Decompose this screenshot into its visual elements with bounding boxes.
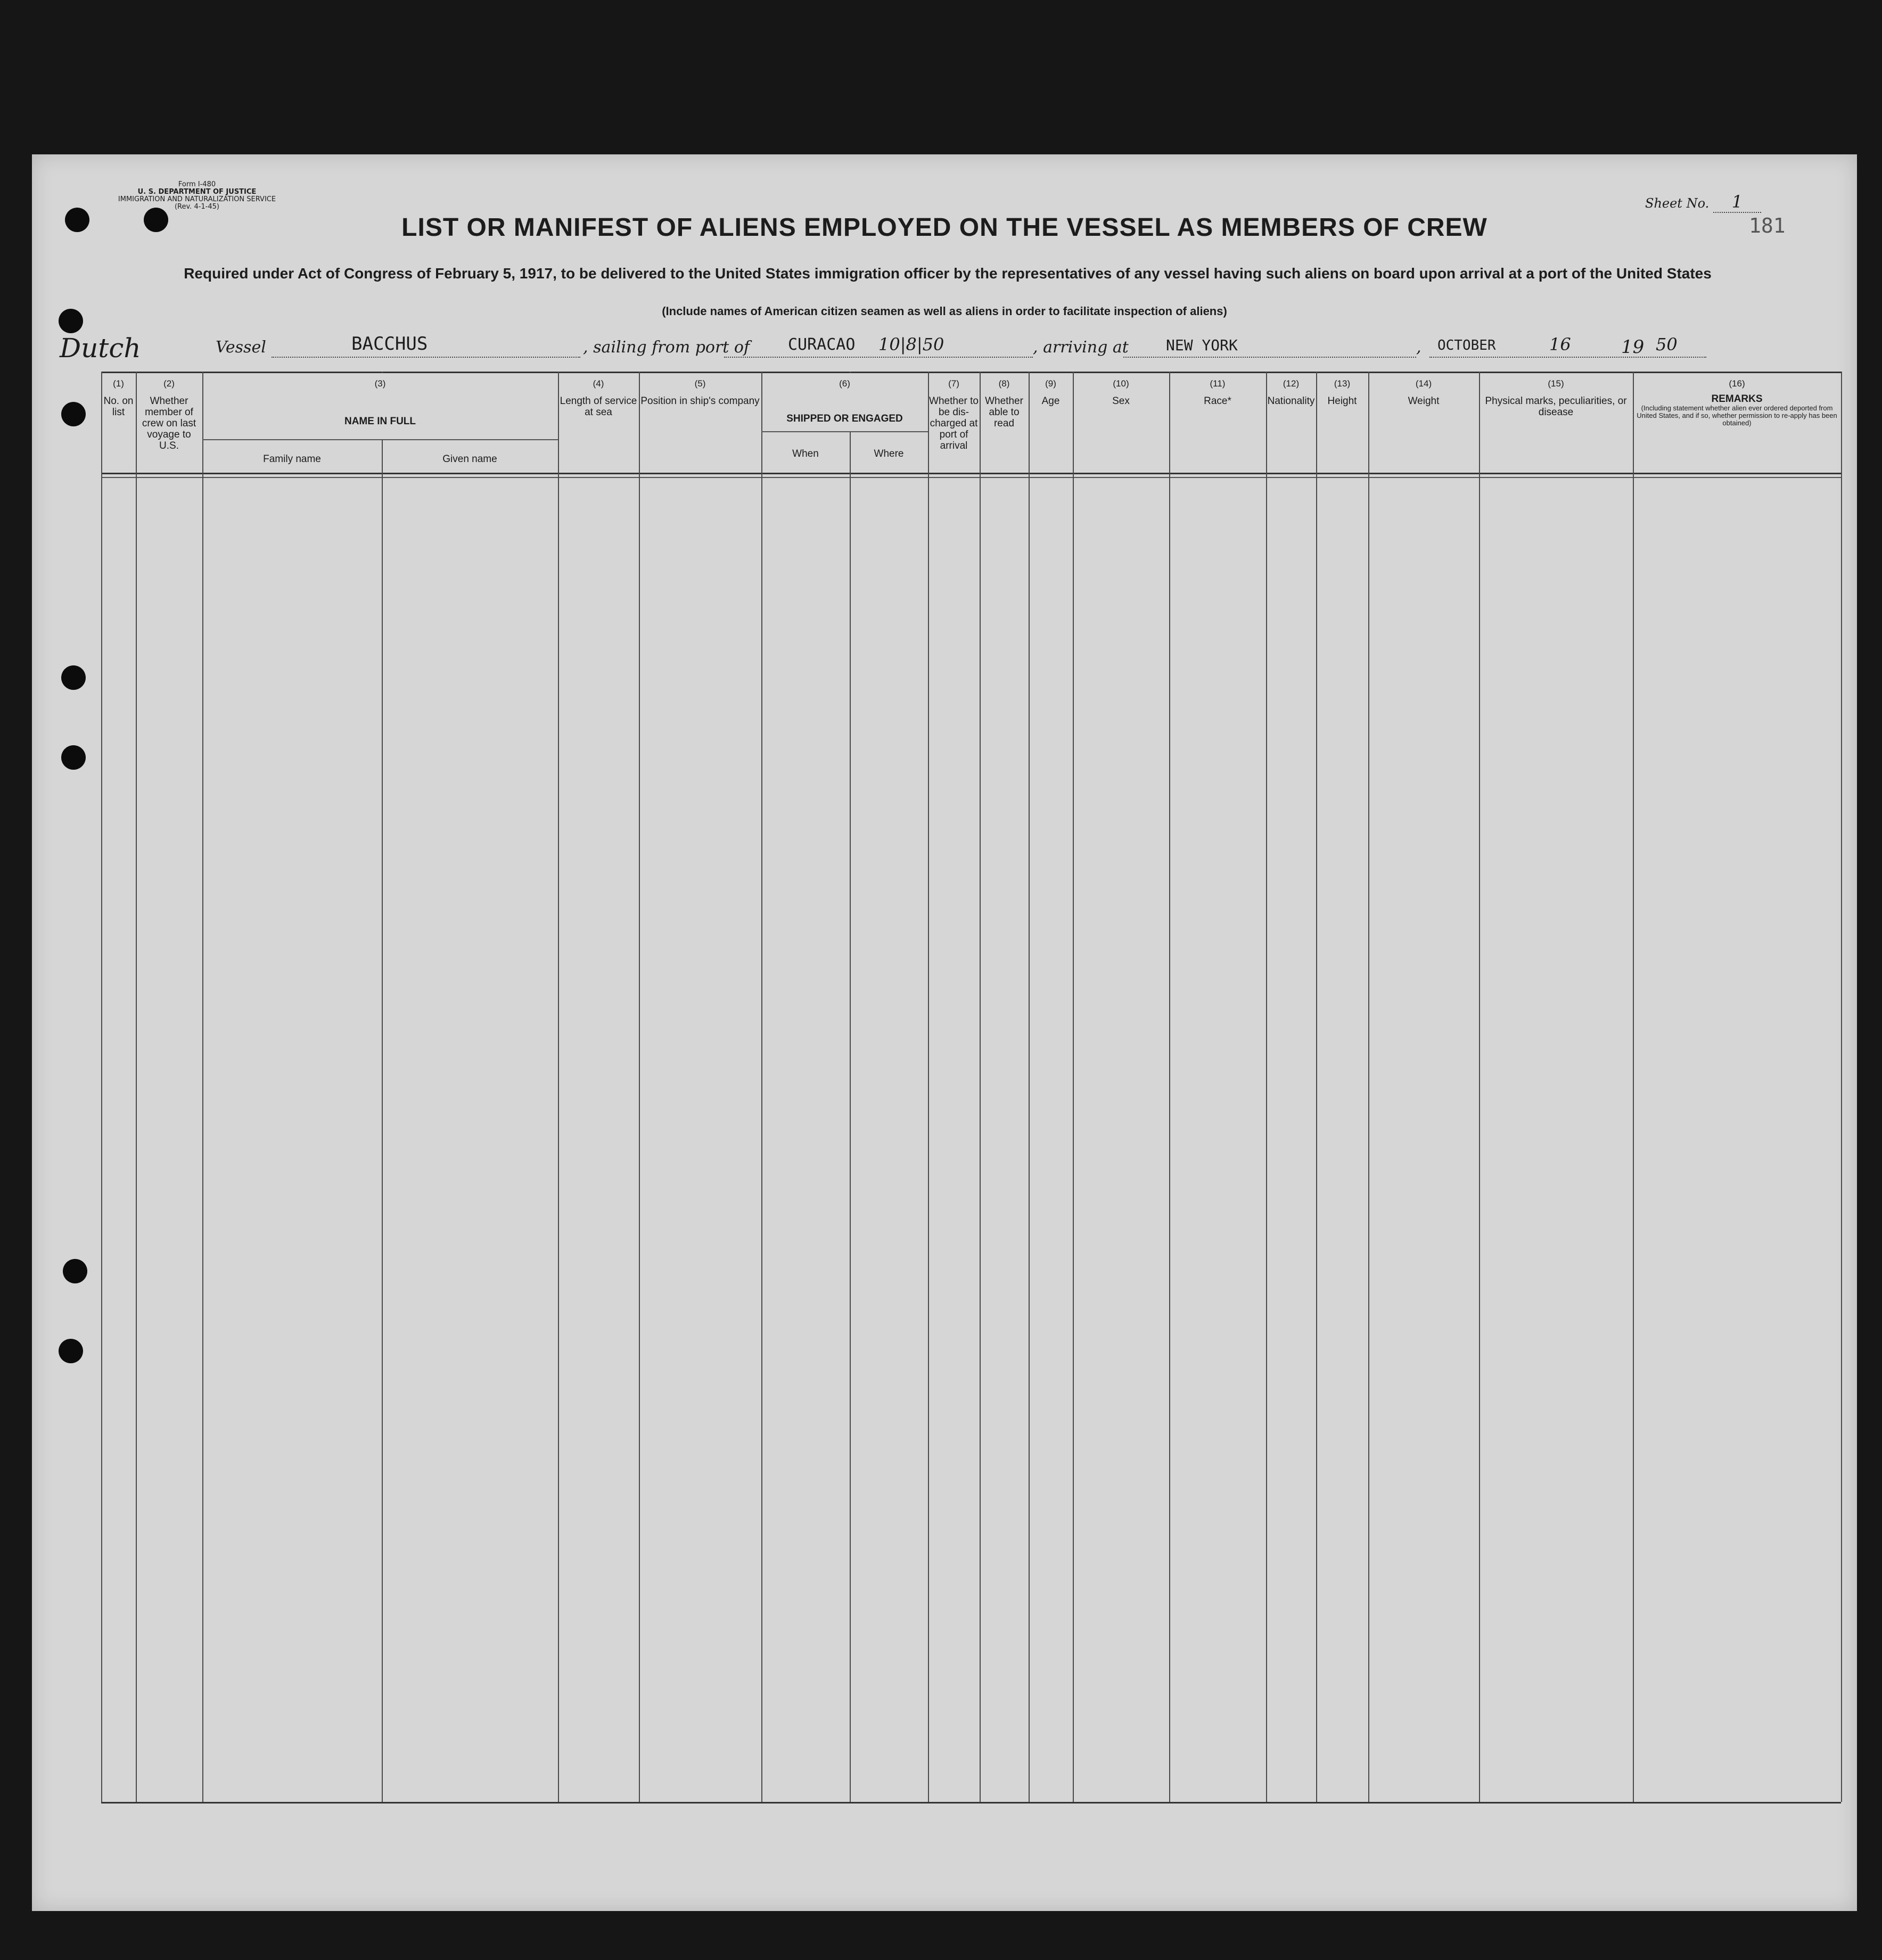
column-number: (10) (1113, 378, 1129, 389)
column-header-15 (1480, 378, 1632, 418)
sheet-stamp-number: 181 (1749, 214, 1786, 237)
column-label: Position in ship's company (640, 396, 760, 407)
arrival-month: OCTOBER (1437, 337, 1496, 353)
column-divider (928, 372, 929, 1802)
column-label: Whether to be dis-charged at port of arrival (929, 396, 979, 451)
column-divider (202, 372, 203, 1802)
column-label: Age (1041, 396, 1060, 407)
flag-handwritten: Dutch (60, 333, 141, 364)
column-divider (101, 372, 102, 1802)
column-divider (639, 372, 640, 1802)
column-subheader: Given name (442, 454, 497, 465)
column-label: Height (1327, 396, 1357, 407)
column-label: Whether able to read (985, 396, 1023, 429)
form-service: IMMIGRATION AND NATURALIZATION SERVICE (118, 195, 276, 203)
column-number: (4) (593, 378, 604, 389)
column-divider (1169, 372, 1170, 1802)
column-header-1 (102, 378, 135, 418)
arrival-year-suffix: 50 (1656, 334, 1678, 355)
column-divider (850, 372, 851, 1802)
arrival-day: 16 (1549, 334, 1571, 355)
column-divider (558, 372, 559, 1802)
column-label: Length of service at sea (560, 396, 637, 418)
column-header-3 (203, 378, 557, 427)
column-number: (9) (1045, 378, 1056, 389)
column-number: (3) (374, 378, 386, 389)
column-subheader: When (792, 448, 819, 459)
column-number: (14) (1415, 378, 1432, 389)
form-dept: U. S. DEPARTMENT OF JUSTICE (137, 188, 257, 196)
port-from: CURACAO (788, 335, 856, 354)
column-divider (761, 372, 762, 1802)
column-header-8 (981, 378, 1028, 429)
vessel-label: Vessel (216, 338, 266, 357)
column-divider (1073, 372, 1074, 1802)
form-header (112, 181, 282, 211)
column-header-5 (640, 378, 760, 407)
column-number: (8) (998, 378, 1010, 389)
sailing-label: , sailing from port of (583, 338, 750, 357)
table-top-border (101, 372, 1841, 373)
column-divider (1316, 372, 1317, 1802)
column-number: (7) (948, 378, 959, 389)
arrival-year-prefix: 19 (1621, 336, 1645, 358)
punch-hole (63, 1259, 87, 1283)
column-number: (5) (694, 378, 706, 389)
sailing-dots (724, 357, 1033, 358)
shipped-subheader-line (761, 431, 928, 432)
header-double-border (101, 477, 1841, 478)
column-divider (980, 372, 981, 1802)
manifest-sheet (32, 154, 1857, 1911)
column-divider (136, 372, 137, 1802)
column-divider (1029, 372, 1030, 1802)
port-date-handwritten: 10|8|50 (878, 334, 944, 355)
column-header-4 (559, 378, 638, 418)
column-number: (16) (1729, 378, 1745, 389)
punch-hole (61, 665, 86, 690)
column-label: Weight (1408, 396, 1440, 407)
column-label: Whether member of crew on last voyage to U.S. (142, 396, 196, 451)
column-number: (1) (113, 378, 124, 389)
form-rev: (Rev. 4-1-45) (174, 203, 219, 211)
column-number: (12) (1283, 378, 1300, 389)
column-label: No. on list (103, 396, 134, 418)
column-header-13 (1317, 378, 1367, 407)
column-label: SHIPPED OR ENGAGED (786, 413, 903, 424)
column-subheader: Where (874, 448, 904, 459)
vessel-dots (272, 357, 580, 358)
column-label: Race* (1204, 396, 1231, 407)
sheet-label: Sheet No. (1645, 196, 1710, 211)
column-header-11 (1170, 378, 1265, 407)
header-bottom-border (101, 473, 1841, 474)
column-label: Physical marks, peculiarities, or disease (1485, 396, 1627, 418)
column-label: Nationality (1267, 396, 1315, 407)
vessel-name: BACCHUS (351, 333, 428, 355)
column-number: (2) (163, 378, 175, 389)
punch-hole (59, 1339, 83, 1363)
column-divider (1266, 372, 1267, 1802)
column-header-9 (1030, 378, 1072, 407)
column-header-7 (929, 378, 979, 451)
port-to: NEW YORK (1166, 336, 1238, 354)
name-subheader-line (202, 439, 558, 440)
column-header-10 (1074, 378, 1168, 407)
column-subheader: Family name (263, 454, 321, 465)
column-divider (1633, 372, 1634, 1802)
sheet-number-block (1645, 192, 1761, 213)
requirement-text: Required under Act of Congress of February 5, 1917, to be delivered to the United States immigration officer by the representatives of any vessel having such aliens on board upon arrival at a port of the United States (184, 265, 1712, 282)
column-header-2 (137, 378, 201, 451)
arriving-dots (1123, 357, 1416, 358)
column-header-16 (1634, 378, 1840, 427)
sheet-number: 1 (1713, 192, 1761, 213)
comma-sep: , (1416, 338, 1421, 357)
page-title: LIST OR MANIFEST OF ALIENS EMPLOYED ON THE VESSEL AS MEMBERS OF CREW (401, 213, 1487, 242)
column-label: REMARKS (1711, 393, 1763, 405)
column-number: (13) (1334, 378, 1351, 389)
arriving-label: , arriving at (1033, 338, 1129, 357)
column-note: (Including statement whether alien ever ordered deported from United States, and if so, whether permission to re-apply has been obtained) (1637, 404, 1837, 427)
table-bottom-border (101, 1802, 1841, 1803)
date-dots (1429, 357, 1706, 358)
column-number: (15) (1548, 378, 1564, 389)
column-divider (382, 372, 383, 1802)
column-number: (11) (1210, 378, 1226, 389)
column-divider (1368, 372, 1369, 1802)
column-divider (1479, 372, 1480, 1802)
column-divider (1841, 372, 1842, 1802)
form-number: Form I-480 (178, 180, 216, 188)
column-header-14 (1369, 378, 1478, 407)
include-note: (Include names of American citizen seamen as well as aliens in order to facilitate inspection of aliens) (662, 304, 1227, 318)
column-header-12 (1267, 378, 1315, 407)
column-label: Sex (1112, 396, 1130, 407)
punch-hole (61, 745, 86, 770)
column-number: (6) (839, 378, 850, 389)
column-header-6 (762, 378, 927, 424)
punch-hole (61, 402, 86, 426)
column-label: NAME IN FULL (344, 416, 416, 427)
